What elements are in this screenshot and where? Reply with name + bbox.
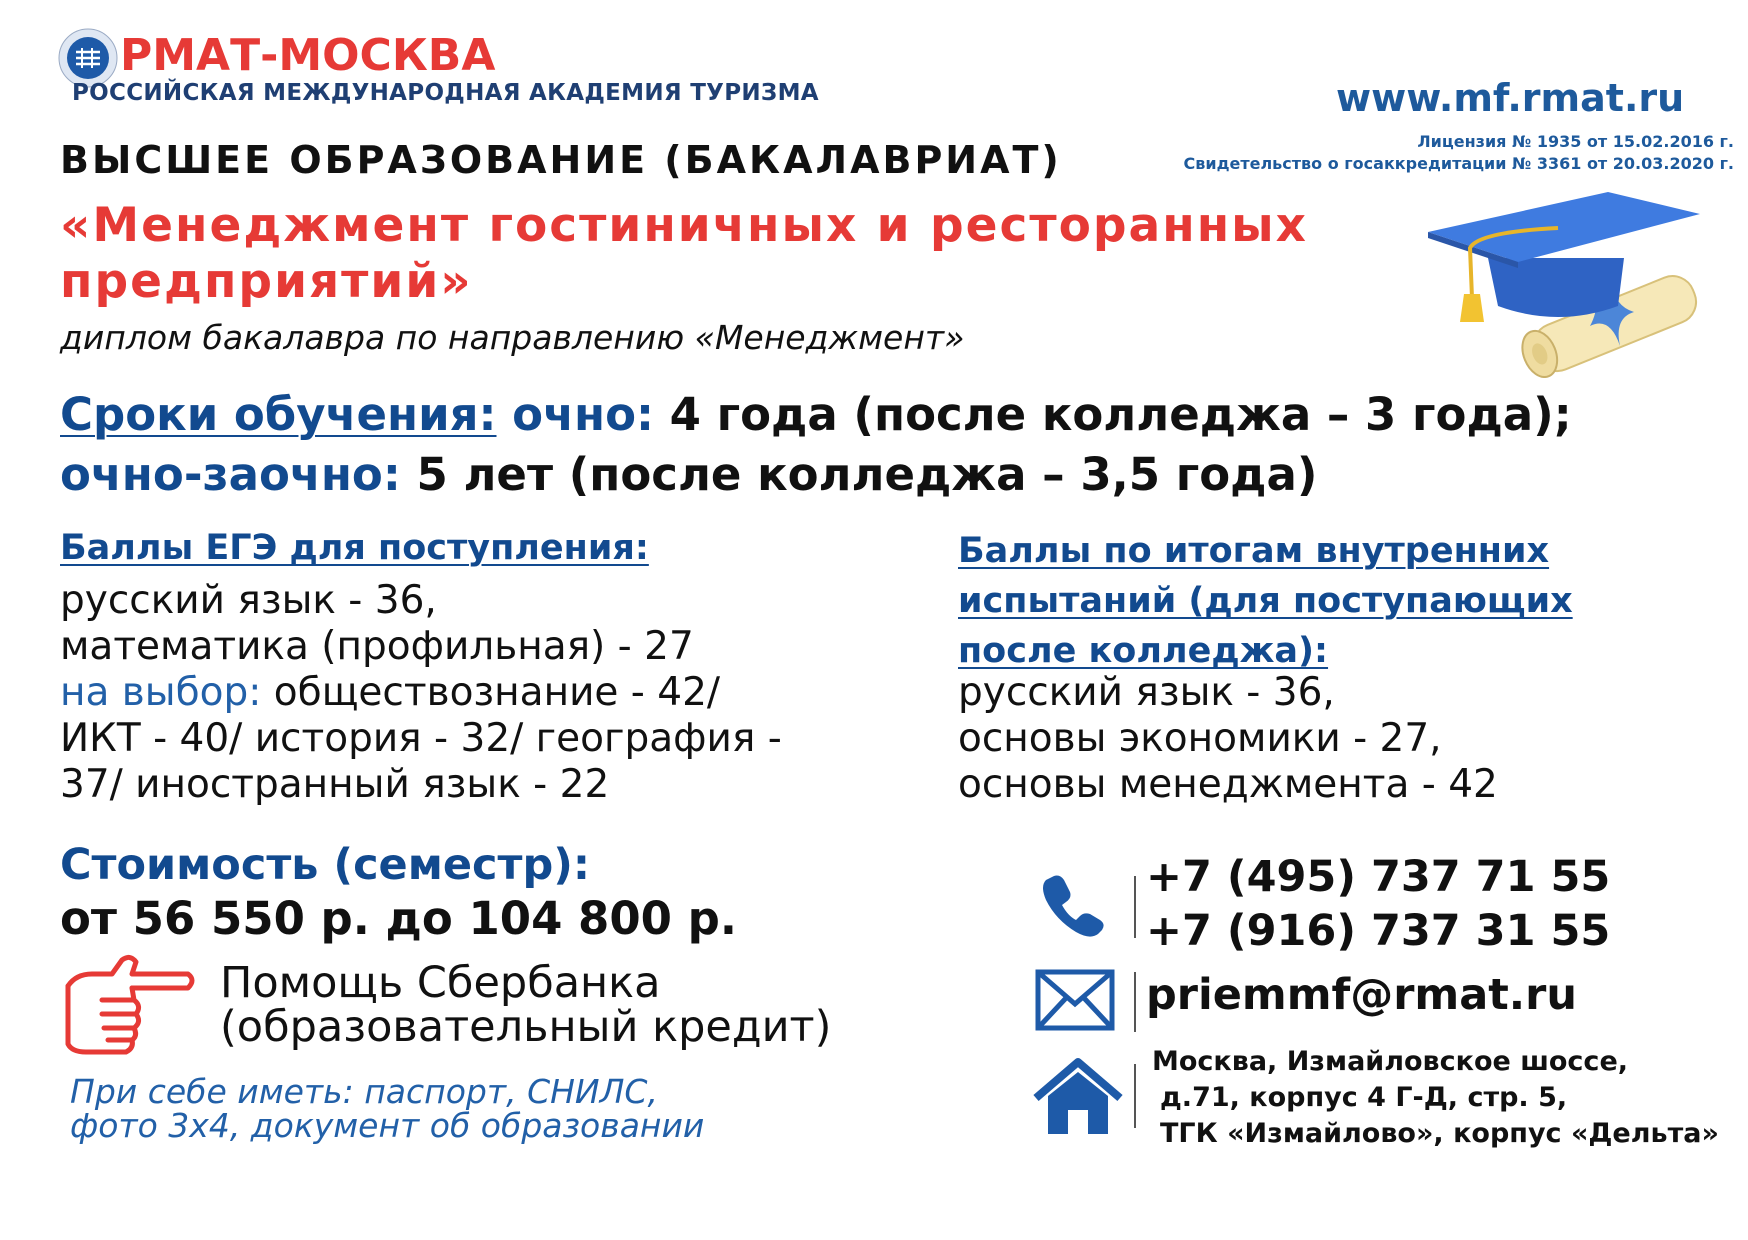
ege-score-line: математика (профильная) - 27 (60, 624, 694, 669)
ege-scores-heading: Баллы ЕГЭ для поступления: (60, 528, 649, 568)
contact-divider (1134, 876, 1136, 938)
internal-score-line: основы экономики - 27, (958, 716, 1442, 761)
sberbank-credit-line1: Помощь Сбербанка (220, 958, 661, 1008)
required-documents-line1: При себе иметь: паспорт, СНИЛС, (70, 1072, 658, 1111)
pointing-hand-icon (62, 952, 202, 1060)
internal-heading-line: испытаний (для поступающих (958, 581, 1573, 621)
contact-divider (1134, 1064, 1136, 1128)
fulltime-label: очно: (512, 388, 654, 441)
ege-score-line: русский язык - 36, (60, 578, 437, 623)
rmat-logo-icon (58, 28, 118, 88)
website-link[interactable]: www.mf.rmat.ru (1336, 76, 1685, 120)
email-link[interactable]: priemmf@rmat.ru (1146, 970, 1577, 1020)
study-duration-line1 (60, 388, 1572, 441)
choice-label: на выбор: (60, 670, 262, 715)
parttime-value: 5 лет (после колледжа – 3,5 года) (416, 448, 1318, 501)
envelope-icon (1034, 968, 1116, 1032)
phone-icon (1040, 872, 1106, 938)
phone-number-1[interactable]: +7 (495) 737 71 55 (1146, 852, 1611, 902)
choice-first-subject: обществознание - 42/ (261, 670, 721, 715)
cost-value: от 56 550 р. до 104 800 р. (60, 892, 737, 945)
home-icon (1032, 1058, 1124, 1136)
sberbank-credit-line2: (образовательный кредит) (220, 1002, 832, 1052)
contact-divider (1134, 972, 1136, 1032)
cost-label: Стоимость (семестр): (60, 840, 591, 890)
study-duration-line2 (60, 448, 1317, 501)
ege-scores-list (60, 578, 782, 808)
graduation-cap-icon (1418, 188, 1708, 378)
address-line3: ТГК «Измайлово», корпус «Дельта» (1160, 1118, 1719, 1149)
ege-score-line (60, 670, 782, 716)
address-line2: д.71, корпус 4 Г-Д, стр. 5, (1160, 1082, 1568, 1113)
brand-subtitle: РОССИЙСКАЯ МЕЖДУНАРОДНАЯ АКАДЕМИЯ ТУРИЗМА (72, 80, 819, 106)
education-level: ВЫСШЕЕ ОБРАЗОВАНИЕ (БАКАЛАВРИАТ) (60, 138, 1062, 182)
ege-score-line: ИКТ - 40/ история - 32/ география - (60, 716, 782, 761)
required-documents-line2: фото 3х4, документ об образовании (70, 1106, 705, 1145)
internal-heading-line: Баллы по итогам внутренних (958, 531, 1550, 571)
license-text: Лицензия № 1935 от 15.02.2016 г. (1417, 132, 1734, 151)
program-title-line2: предприятий» (60, 254, 473, 309)
brand-name: РМАТ-МОСКВА (120, 30, 496, 81)
internal-tests-list (958, 670, 1498, 808)
ege-score-line: 37/ иностранный язык - 22 (60, 762, 610, 807)
study-duration-label: Сроки обучения: (60, 388, 497, 441)
phone-number-2[interactable]: +7 (916) 737 31 55 (1146, 906, 1611, 956)
address-line1: Москва, Измайловское шоссе, (1152, 1046, 1629, 1077)
internal-score-line: русский язык - 36, (958, 670, 1335, 715)
internal-tests-heading (958, 526, 1573, 676)
parttime-label: очно-заочно: (60, 448, 401, 501)
program-title-line1: «Менеджмент гостиничных и ресторанных (60, 198, 1308, 253)
diploma-text: диплом бакалавра по направлению «Менеджмент» (60, 318, 965, 357)
accreditation-text: Свидетельство о госаккредитации № 3361 от 20.03.2020 г. (1183, 154, 1734, 173)
fulltime-value: 4 года (после колледжа – 3 года); (669, 388, 1572, 441)
internal-score-line: основы менеджмента - 42 (958, 762, 1498, 807)
internal-heading-line: после колледжа): (958, 631, 1329, 671)
